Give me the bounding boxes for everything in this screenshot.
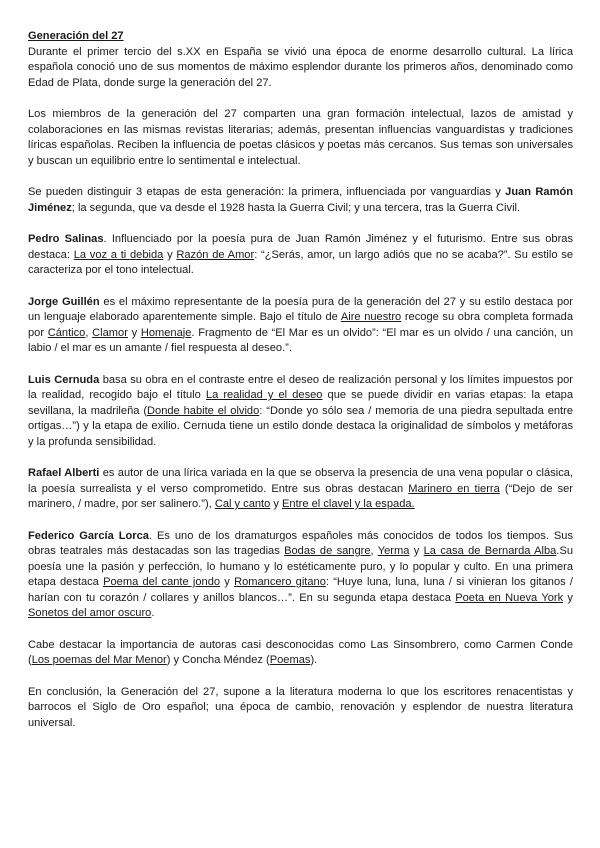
author-name: Jorge Guillén <box>28 295 100 308</box>
work-title: Sonetos del amor oscuro <box>28 607 152 619</box>
work-title: La voz a ti debida <box>73 248 164 261</box>
text: , <box>85 326 93 339</box>
work-title: Clamor <box>92 326 128 339</box>
work-title: Poeta en Nueva York <box>455 591 564 604</box>
text: : “Donde yo sólo sea / memoria de una piedra sepultada entre ortigas…”) y la etapa de exilio. Cernuda tiene un estilo donde destaca la originalidad de símbolos y metáforas y la profunda sensibilidad. <box>28 404 573 448</box>
work-title: Marinero en tierra <box>408 482 500 495</box>
text: y <box>127 326 141 339</box>
work-title: Entre el clavel y la espada. <box>282 498 415 510</box>
text: : “¿Serás, amor, un largo adiós que no se acaba?”. Su estilo se caracteriza por el tono intelectual. <box>28 248 573 276</box>
text: y <box>163 248 177 261</box>
paragraph-stages <box>28 185 573 216</box>
text: basa su obra en el contraste entre el deseo de realización personal y los límites impuestos por la realidad, recogido bajo el título <box>28 373 573 401</box>
work-title: Bodas de sangre <box>284 545 371 557</box>
paragraph-salinas <box>28 232 573 279</box>
text: y <box>563 591 573 604</box>
text: . Es uno de los dramaturgos españoles más conocidos de todos los tiempos. Sus obras teatrales más destacadas son las tragedias <box>28 529 573 557</box>
author-name: Pedro Salinas <box>28 233 104 245</box>
text: que se puede dividir en varias etapas: la etapa sevillana, la madrileña ( <box>28 389 573 417</box>
paragraph-members: Los miembros de la generación del 27 comparten una gran formación intelectual, lazos de amistad y colaboraciones en las mismas revistas literarias; además, presentan influencias vanguardistas y tradiciones líricas españolas. Reciben la influencia de poetas clásicos y poetas más cercanos. Sus temas son universales y buscan un equilibrio entre lo sentimental e intelectual. <box>28 108 573 167</box>
work-title: Aire nuestro <box>340 311 402 323</box>
paragraph-autoras <box>28 638 573 669</box>
text: . Influenciado por la poesía pura de Juan Ramón Jiménez y el futurismo. Entre sus obras destaca: <box>28 233 573 261</box>
text: Cabe destacar la importancia de autoras casi desconocidas como Las Sinsombrero, como Carmen Conde ( <box>28 638 573 666</box>
work-title: Razón de Amor <box>176 248 255 261</box>
work-title: Romancero gitano <box>234 576 326 588</box>
paragraph-intro: Durante el primer tercio del s.XX en España se vivió una época de enorme desarrollo cultural. La lírica española conoció uno de sus momentos de máximo esplendor durante los primeros años, denominado como Edad de Plata, donde surge la generación del 27. <box>28 45 573 89</box>
text: .Su poesía une la pasión y perfección, lo humano y lo estéticamente puro, y lo popular y culto. En una primera etapa destaca <box>28 545 574 588</box>
text: ) y Concha Méndez ( <box>166 654 270 666</box>
text: es autor de una lírica variada en la que se observa la presencia de una vena popular o clásica, la poesía surrealista y el verso comprometido. Entre sus obras destacan <box>28 467 574 495</box>
text: es el máximo representante de la poesía pura de la generación del 27 y su estilo destaca por un lenguaje elaborado aparentemente simple. Bajo el título de <box>28 295 573 323</box>
author-name: Federico García Lorca <box>28 529 149 542</box>
text: , <box>370 545 378 557</box>
document-title: Generación del 27 <box>28 30 124 42</box>
text: : “Huye luna, luna, luna / si vinieran los gitanos / harían con tu corazón / collares y anillos blancos…”. En su segunda etapa destaca <box>28 576 573 604</box>
text: . <box>151 607 155 619</box>
text: ). <box>310 654 318 666</box>
text: recoge su obra completa formada por <box>28 311 573 339</box>
work-title: Donde habite el olvido <box>147 404 260 417</box>
paragraph-cernuda <box>28 373 573 451</box>
paragraph-conclusion: En conclusión, la Generación del 27, supone a la literatura moderna lo que los escritores renacentistas y barrocos el Siglo de Oro español; una época de cambio, renovación y esplendor de nuestra literatura universal. <box>28 685 573 729</box>
paragraph-alberti <box>28 466 573 513</box>
work-title: Cal y canto <box>214 498 271 510</box>
work-title: La realidad y el deseo <box>205 389 323 401</box>
author-name: Luis Cernuda <box>28 373 100 386</box>
text: y <box>270 498 283 510</box>
stages-text-1: Se pueden distinguir 3 etapas de esta generación: la primera, influenciada por vanguardias y <box>28 186 506 198</box>
stages-text-2: ; la segunda, que va desde el 1928 hasta la Guerra Civil; y una tercera, tras la Guerra Civil. <box>71 201 521 214</box>
work-title: Poemas <box>269 654 311 666</box>
text: (“Dejo de ser marinero, / madre, por ser salinero.”), <box>28 482 573 510</box>
author-name: Rafael Alberti <box>28 467 100 479</box>
text: y <box>409 545 424 557</box>
work-title: Cántico <box>47 326 86 339</box>
stages-name-jrj: Juan Ramón Jiménez <box>28 186 573 214</box>
text: . Fragmento de “El Mar es un olvido”: “El mar es un olvido / una canción, un labio / el mar es un amante / fiel respuesta al deseo.”. <box>28 326 573 354</box>
work-title: Poema del cante jondo <box>103 576 221 588</box>
paragraph-guillen <box>28 295 573 357</box>
paragraph-lorca <box>28 529 573 622</box>
work-title: La casa de Bernarda Alba <box>423 545 557 557</box>
text: y <box>220 576 235 588</box>
work-title: Yerma <box>377 545 410 557</box>
work-title: Los poemas del Mar Menor <box>31 654 167 666</box>
work-title: Homenaje <box>140 326 192 339</box>
